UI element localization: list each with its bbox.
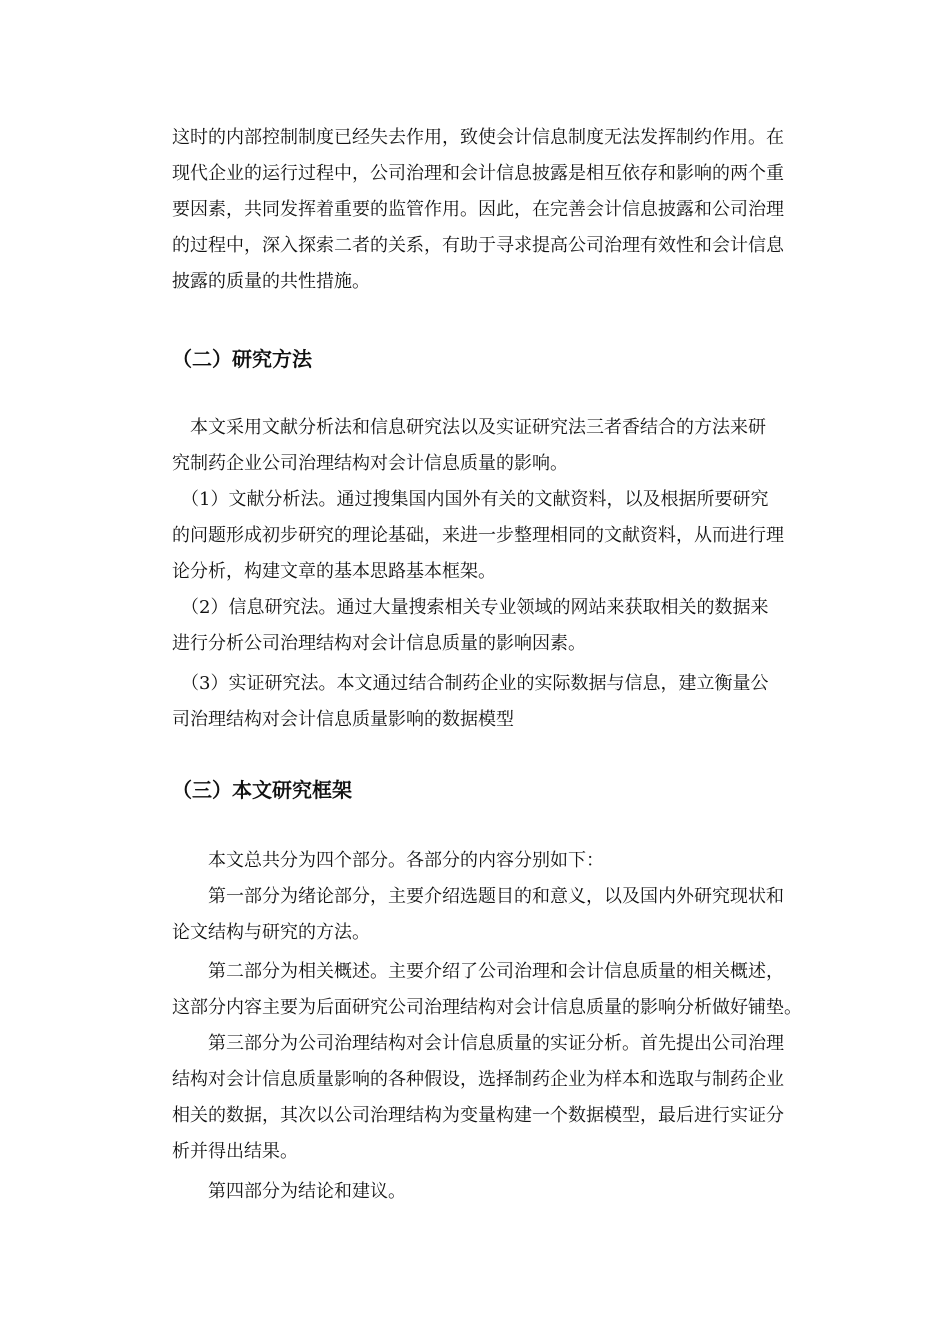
intro-line-3: 要因素，共同发挥着重要的监管作用。因此，在完善会计信息披露和公司治理	[172, 199, 784, 220]
framework-line-5: 这部分内容主要为后面研究公司治理结构对会计信息质量的影响分析做好铺垫。	[172, 997, 802, 1018]
framework-line-9: 析并得出结果。	[172, 1141, 298, 1162]
framework-line-3: 论文结构与研究的方法。	[172, 922, 370, 943]
methods-line-7: 进行分析公司治理结构对会计信息质量的影响因素。	[172, 633, 586, 654]
framework-line-4: 第二部分为相关概述。主要介绍了公司治理和会计信息质量的相关概述，	[172, 961, 784, 982]
framework-line-7: 结构对会计信息质量影响的各种假设，选择制药企业为样本和选取与制药企业	[172, 1069, 784, 1090]
intro-line-5: 披露的质量的共性措施。	[172, 271, 370, 292]
intro-line-1: 这时的内部控制制度已经失去作用，致使会计信息制度无法发挥制约作用。在	[172, 127, 784, 148]
methods-line-5: 论分析，构建文章的基本思路基本框架。	[172, 561, 496, 582]
methods-line-4: 的问题形成初步研究的理论基础，来进一步整理相同的文献资料，从而进行理	[172, 525, 784, 546]
section-heading-framework: （三）本文研究框架	[172, 778, 352, 802]
methods-line-8: （3）实证研究法。本文通过结合制药企业的实际数据与信息，建立衡量公	[172, 673, 769, 694]
methods-line-3: （1）文献分析法。通过搜集国内国外有关的文献资料，以及根据所要研究	[172, 489, 769, 510]
methods-line-1: 本文采用文献分析法和信息研究法以及实证研究法三者香结合的方法来研	[172, 417, 766, 438]
intro-line-2: 现代企业的运行过程中，公司治理和会计信息披露是相互依存和影响的两个重	[172, 163, 784, 184]
framework-line-6: 第三部分为公司治理结构对会计信息质量的实证分析。首先提出公司治理	[172, 1033, 784, 1054]
framework-line-2: 第一部分为绪论部分，主要介绍选题目的和意义，以及国内外研究现状和	[172, 886, 784, 907]
methods-line-6: （2）信息研究法。通过大量搜索相关专业领域的网站来获取相关的数据来	[172, 597, 769, 618]
framework-line-8: 相关的数据，其次以公司治理结构为变量构建一个数据模型，最后进行实证分	[172, 1105, 784, 1126]
framework-line-1: 本文总共分为四个部分。各部分的内容分别如下：	[172, 850, 604, 871]
methods-line-2: 究制药企业公司治理结构对会计信息质量的影响。	[172, 453, 568, 474]
framework-line-10: 第四部分为结论和建议。	[172, 1181, 406, 1202]
section-heading-methods: （二）研究方法	[172, 347, 312, 371]
intro-line-4: 的过程中，深入探索二者的关系，有助于寻求提高公司治理有效性和会计信息	[172, 235, 784, 256]
methods-line-9: 司治理结构对会计信息质量影响的数据模型	[172, 709, 514, 730]
